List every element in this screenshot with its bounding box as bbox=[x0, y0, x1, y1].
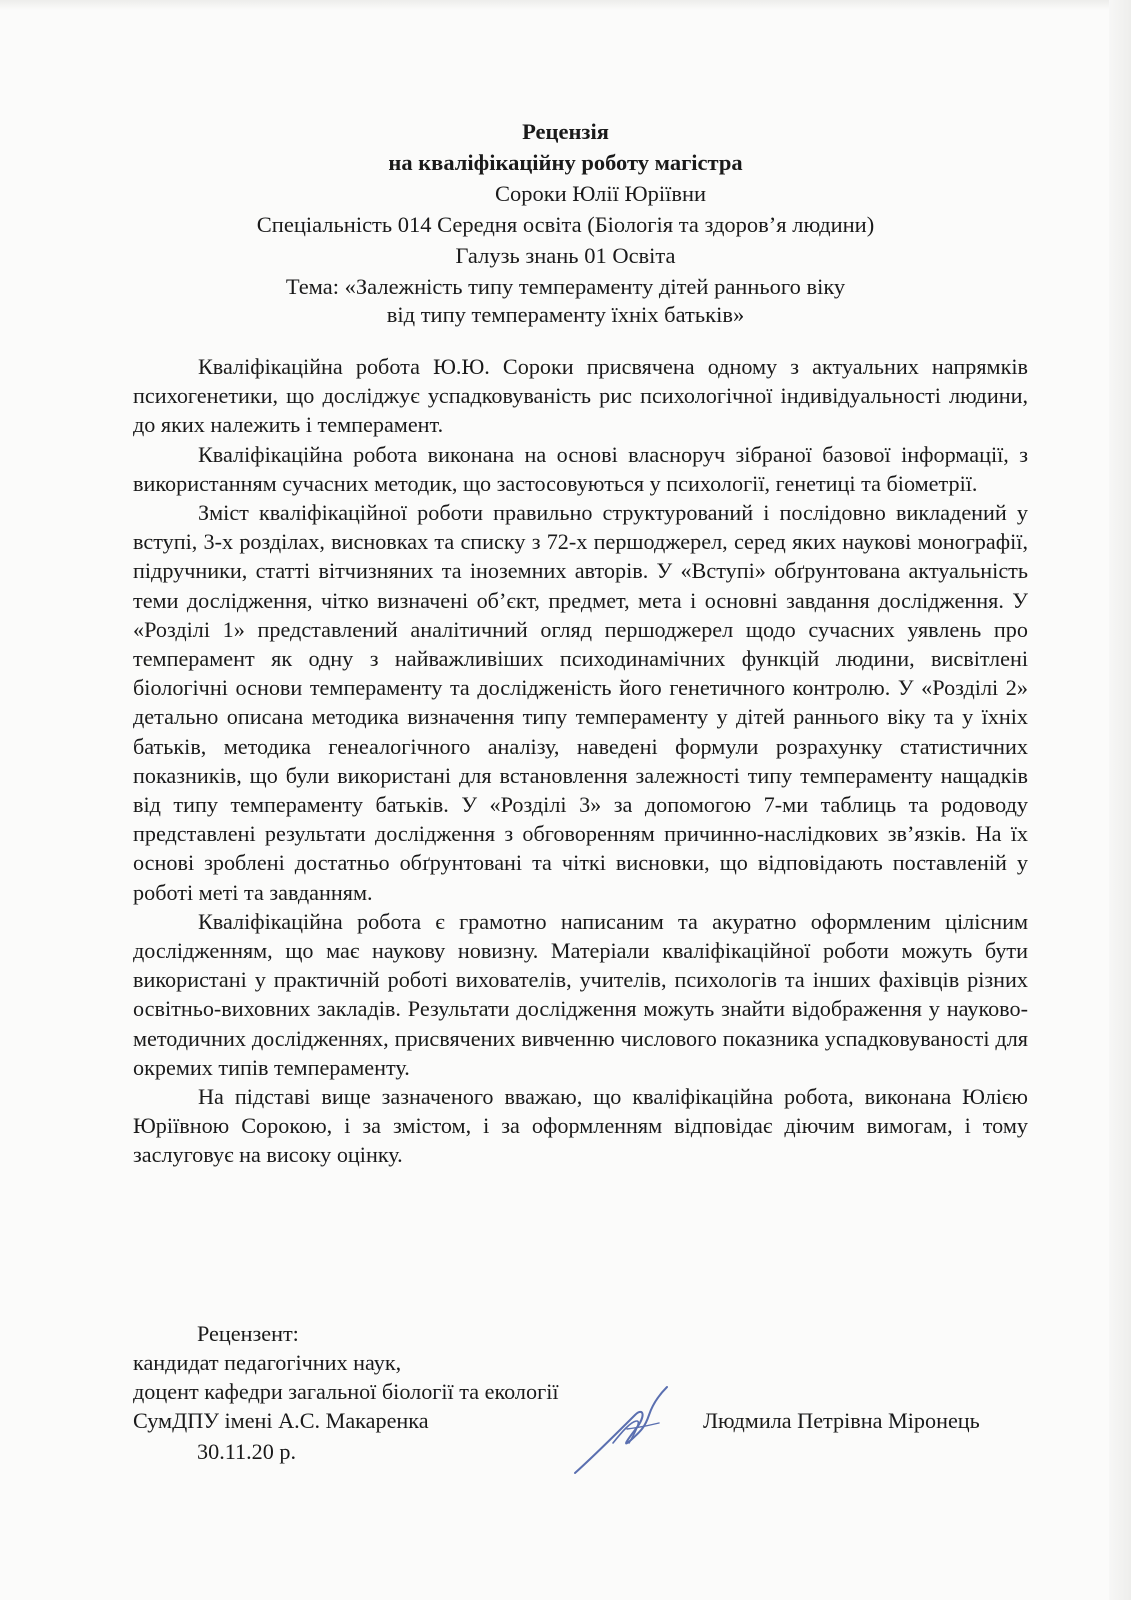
topic-line-1: Тема: «Залежність типу темпераменту дітей раннього віку bbox=[285, 274, 846, 299]
handwritten-signature bbox=[565, 1385, 675, 1480]
document-title: Рецензія bbox=[522, 119, 609, 144]
document-subtitle: на кваліфікаційну роботу магістра bbox=[388, 150, 743, 175]
paragraph-2: Кваліфікаційна робота виконана на основі власноруч зібраної базової інформації, з використанням сучасних методик, що застосовуються у психології, генетиці та біометрії. bbox=[133, 441, 1028, 496]
reviewer-label: Рецензент: bbox=[197, 1321, 299, 1346]
reviewer-name: Людмила Петрівна Міронець bbox=[703, 1408, 980, 1433]
reviewer-institution: СумДПУ імені А.С. Макаренка bbox=[133, 1408, 429, 1433]
paragraph-4: Кваліфікаційна робота є грамотно написаним та акуратно оформленим цілісним дослідженням, що має наукову новизну. Матеріали кваліфікаційної роботи можуть бути використані у практичній роботі вихователів, учителів, психологів та інших фахівців різних освітньо-виховних закладів. Результати дослідження можуть знайти відображення у науково-методичних дослідженнях, присвячених вивченню числового показника успадковуваності для окремих типів темпераменту. bbox=[133, 908, 1028, 1080]
review-date: 30.11.20 р. bbox=[197, 1439, 297, 1464]
review-body bbox=[133, 352, 1028, 1170]
page-top-edge bbox=[0, 0, 1131, 10]
reviewer-degree: кандидат педагогічних наук, bbox=[133, 1350, 402, 1375]
topic-line-2: від типу темпераменту їхніх батьків» bbox=[386, 302, 745, 327]
paragraph-1: Кваліфікаційна робота Ю.Ю. Сороки присвячена одному з актуальних напрямків психогенетики, що досліджує успадковуваність рис психологічної індивідуальності людини, до яких належить і темперамент. bbox=[133, 354, 1028, 438]
paragraph-5: На підставі вище зазначеного вважаю, що кваліфікаційна робота, виконана Юлією Юріївною Сорокою, і за змістом, і за оформленням відповідає діючим вимогам, і тому заслуговує на високу оцінку. bbox=[133, 1084, 1028, 1168]
reviewer-position: доцент кафедри загальної біології та екології bbox=[133, 1379, 559, 1404]
specialty-line: Спеціальність 014 Середня освіта (Біологія та здоров’я людини) bbox=[256, 212, 875, 237]
paragraph-3: Зміст кваліфікаційної роботи правильно структурований і послідовно викладений у вступі, 3-х розділах, висновках та списку з 72-х першоджерел, серед яких наукові монографії, підручники, статті вітчизняних та іноземних авторів. У «Вступі» обґрунтована актуальність теми дослідження, чітко визначені об’єкт, предмет, мета і основні завдання дослідження. У «Розділі 1» представлений аналітичний огляд першоджерел щодо сучасних уявлень про темперамент як одну з найважливіших психодинамічних функцій людини, висвітлені біологічні основи темпераменту та досліджeність його генетичного контролю. У «Розділі 2» детально описана методика визначення типу темпераменту у дітей раннього віку та у їхніх батьків, методика генеалогічного аналізу, наведені формули розрахунку статистичних показників, що були використані для встановлення залежності типу темпераменту нащадків від типу темпераменту батьків. У «Розділі 3» за допомогою 7-ми таблиць та родоводу представлені результати дослідження з обговоренням причинно-наслідкових зв’язків. На їх основі зроблені достатньо обґрунтовані та чіткі висновки, що відповідають поставленій у роботі меті та завданням. bbox=[133, 500, 1028, 905]
field-line: Галузь знань 01 Освіта bbox=[455, 243, 676, 268]
student-name: Сороки Юлії Юріївни bbox=[494, 181, 707, 206]
